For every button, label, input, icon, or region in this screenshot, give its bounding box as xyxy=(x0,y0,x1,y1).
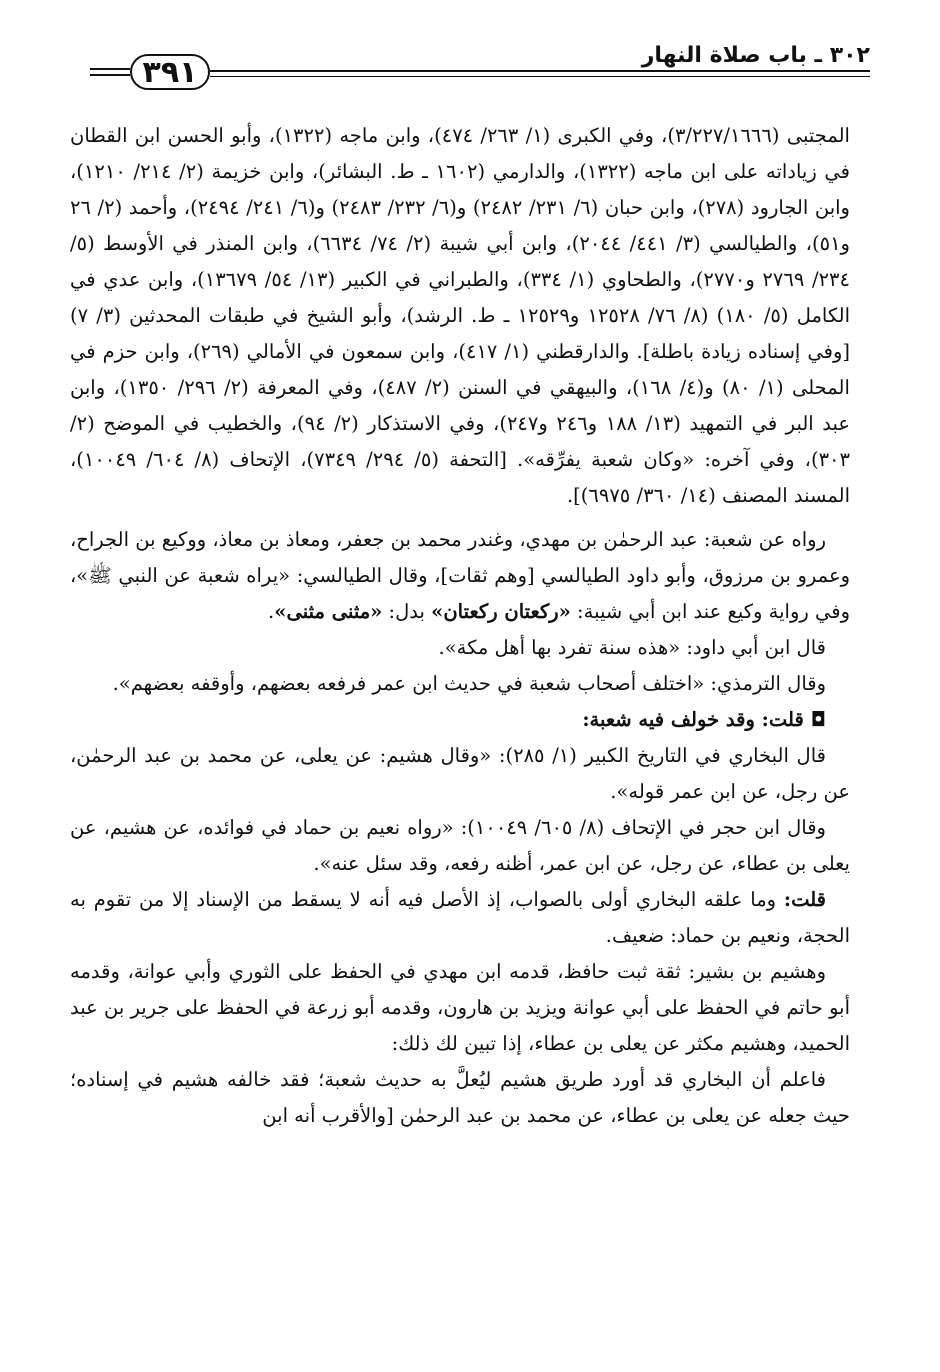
paragraph: وهشيم بن بشير: ثقة ثبت حافظ، قدمه ابن مهدي في الحفظ على الثوري وأبي عوانة، وقدمه أبو حاتم في الحفظ على أبي عوانة ويزيد بن هارون، وقدمه أبو زرعة في الحفظ على جرير بن عبد الحميد، وهشيم مكثر عن يعلى بن عطاء، إذا تبين لك ذلك: xyxy=(70,960,850,1055)
paragraph: فاعلم أن البخاري قد أورد طريق هشيم ليُعلَّ به حديث شعبة؛ فقد خالفه هشيم في إسناده؛ حيث جعله عن يعلى بن عطاء، عن محمد بن عبد الرحمٰن [والأقرب أنه ابن xyxy=(70,1068,850,1127)
page-header xyxy=(90,44,870,104)
paragraph xyxy=(70,882,850,954)
bold-label: قلت: xyxy=(783,888,826,911)
bold-quote: «مثنى مثنى» xyxy=(274,600,383,623)
section-heading: ◘ قلت: وقد خولف فيه شعبة: xyxy=(582,708,826,731)
paragraph: قال ابن أبي داود: «هذه سنة تفرد بها أهل مكة». xyxy=(438,636,826,659)
paragraph-text: وما علقه البخاري أولى بالصواب، إذ الأصل فيه أنه لا يسقط من الإسناد إلا من تقوم به الحجة، ونعيم بن حماد: ضعيف. xyxy=(70,888,850,947)
footnote-references: المجتبى (٣/٢٢٧/١٦٦٦)، وفي الكبرى (١/ ٢٦٣/ ٤٧٤)، وابن ماجه (١٣٢٢)، وأبو الحسن ابن القطان في زياداته على ابن ماجه (١٣٢٢)، والدارمي (١٦٠٢ ـ ط. البشائر)، وابن خزيمة (٢/ ٢١٤/ ١٢١٠)، وابن الجارود (٢٧٨)، وابن حبان (٦/ ٢٣١/ ٢٤٨٢) و(٦/ ٢٣٢/ ٢٤٨٣) و(٦/ ٢٤١/ ٢٤٩٤)، وأحمد (٢/ ٢٦ و٥١)، والطيالسي (٣/ ٤٤١/ ٢٠٤٤)، وابن أبي شيبة (٢/ ٧٤/ ٦٦٣٤)، وابن المنذر في الأوسط (٥/ ٢٣٤/ ٢٧٦٩ و٢٧٧٠)، والطحاوي (١/ ٣٣٤)، والطبراني في الكبير (١٣/ ٥٤/ ١٣٦٧٩)، وابن عدي في الكامل (٥/ ١٨٠) (٨/ ٧٦/ ١٢٥٢٨ و١٢٥٢٩ ـ ط. الرشد)، وأبو الشيخ في طبقات المحدثين (٣/ ٧) [وفي إسناده زيادة باطلة]. والدارقطني (١/ ٤١٧)، وابن سمعون في الأمالي (٢٦٩)، وابن حزم في المحلى (١/ ٨٠) و(٤/ ١٦٨)، والبيهقي في السنن (٢/ ٤٨٧)، وفي المعرفة (٢/ ٢٩٦/ ١٣٥٠)، وابن عبد البر في التمهيد (١٣/ ١٨٨ و٢٤٦ و٢٤٧)، وفي الاستذكار (٢/ ٩٤)، والخطيب في الموضح (٢/ ٣٠٣)، وفي آخره: «وكان شعبة يفرِّقه». [التحفة (٥/ ٢٩٤/ ٧٣٤٩)، الإتحاف (٨/ ٦٠٤/ ١٠٠٤٩)، المسند المصنف (١٤/ ٣٦٠/ ٦٩٧٥)]. xyxy=(70,124,850,507)
page-number-badge xyxy=(120,50,220,94)
paragraph xyxy=(70,522,850,630)
bold-quote: «ركعتان ركعتان» xyxy=(431,600,571,623)
page-body xyxy=(70,118,850,1134)
page-number: ٣٩١ xyxy=(142,54,198,90)
paragraph-text: رواه عن شعبة: عبد الرحمٰن بن مهدي، وغندر محمد بن جعفر، ومعاذ بن معاذ، ووكيع بن الجراح، وعمرو بن مرزوق، وأبو داود الطيالسي [وهم ثقات]، وقال الطيالسي: «يراه شعبة عن النبي ﷺ»، وفي رواية وكيع عند ابن أبي شيبة: xyxy=(70,528,850,623)
paragraph-text: . xyxy=(268,600,275,623)
chapter-title: ٣٠٢ ـ باب صلاة النهار xyxy=(641,43,870,68)
paragraph: وقال ابن حجر في الإتحاف (٨/ ٦٠٥/ ١٠٠٤٩): «رواه نعيم بن حماد في فوائده، عن هشيم، عن يعلى بن عطاء، عن رجل، عن ابن عمر، أظنه رفعه، وقد سئل عنه». xyxy=(70,816,850,875)
paragraph-text: بدل: xyxy=(382,600,432,623)
header-rule xyxy=(210,70,870,72)
header-rule xyxy=(210,76,870,77)
paragraph: وقال الترمذي: «اختلف أصحاب شعبة في حديث ابن عمر فرفعه بعضهم، وأوقفه بعضهم». xyxy=(112,672,826,695)
paragraph: قال البخاري في التاريخ الكبير (١/ ٢٨٥): «وقال هشيم: عن يعلى، عن محمد بن عبد الرحمٰن، عن رجل، عن ابن عمر قوله». xyxy=(70,744,850,803)
